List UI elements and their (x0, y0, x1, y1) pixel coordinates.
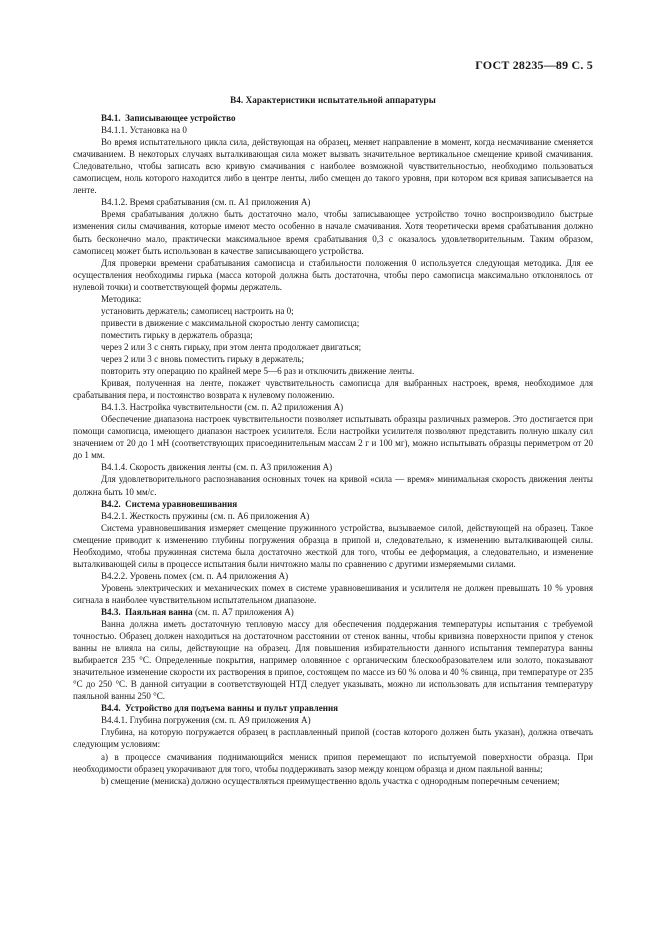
heading-b411: В4.1.1. Установка на 0 (101, 125, 187, 136)
paragraph: Для проверки времени срабатывания самописца и стабильности положения 0 используется следующая методика. Для ее осуществления необходимы гирька (масса которой должна быть достаточна, чтобы перо самописца максимально отклонялось от нулевой точки) и соответствующей формы держатель. (73, 257, 593, 292)
paragraph: Время срабатывания должно быть достаточно мало, чтобы записывающее устройство точно воспроизводило быстрые изменения силы смачивания, которые имеют место особенно в начале смачивания. Хотя теоретически время срабатывания должно быть бесконечно мало, практически максимальное время срабатывания 0,3 с оказалось удовлетворительным. Таким образом, самописец может быть использован в качестве записывающего устройства. (73, 209, 593, 256)
paragraph: Уровень электрических и механических помех в системе уравновешивания и усилителя не должен превышать 10 % уровня сигнала в наиболее чувствительном испытательном диапазоне. (73, 582, 593, 605)
list-item: через 2 или 3 с снять гирьку, при этом лента продолжает двигаться; (101, 341, 362, 352)
paragraph: Для удовлетворительного распознавания основных точек на кривой «сила — время» минимальная скорость движения ленты должна быть 10 мм/с. (73, 474, 593, 497)
list-item: установить держатель; самописец настроить на 0; (101, 305, 294, 316)
heading-b421: В4.2.1. Жесткость пружины (см. п. А6 приложения А) (101, 510, 310, 521)
paragraph: Глубина, на которую погружается образец в расплавленный припой (состав которого должен быть указан), должна отвечать следующим условиям: (73, 727, 593, 750)
paragraph: Ванна должна иметь достаточную тепловую массу для обеспечения поддержания температуры испытания с требуемой точностью. Образец должен находиться на достаточном расстоянии от стенок ванны, чтобы кривизна поверхности припоя у стенок ванны не влияла на силы, действующие на образец. Для повышения избирательности данного испытания температура ванны выбирается 235 °С. Определенные покрытия, например оловянное с органическим блескообразователем или золото, показывают значительное изменение скорости их растворения в припое, состоящем по массе из 60 % олова и 40 % свинца, при температуре от 235 °С до 250 °С. В данной ситуации в соответствующей НТД следует указывать, можно ли использовать для испытания температуру паяльной ванны 250 °С. (73, 619, 593, 702)
heading-b412: В4.1.2. Время срабатывания (см. п. А1 приложения А) (101, 197, 311, 208)
document-body (73, 58, 593, 787)
list-item: через 2 или 3 с вновь поместить гирьку в держатель; (101, 353, 305, 364)
method-label: Методика: (101, 293, 142, 304)
paragraph: Обеспечение диапазона настроек чувствительности позволяет испытывать образцы различных размеров. Это достигается при помощи самописца, имеющего диапазон настроек усилителя. Если настройки усилителя позволяют представить полную шкалу сил значением от 20 до 1 мН (соответствующих присоединительным массам 2 г и 100 мг), можно испытывать образцы периметром от 20 до 1 мм. (73, 414, 593, 461)
heading-b44: В4.4. Устройство для подъема ванны и пульт управления (101, 703, 339, 714)
heading-b42: В4.2. Система уравновешивания (101, 498, 238, 509)
list-item: привести в движение с максимальной скоростью ленту самописца; (101, 317, 360, 328)
list-item-a: а) в процессе смачивания поднимающийся мениск припоя перемещают по испытуемой поверхности образца. При необходимости образец укорачивают для того, чтобы поддерживать зазор между концом образца и дном паяльной ванны; (73, 751, 593, 774)
list-item-b: b) смещение (мениска) должно осуществляться преимущественно вдоль участка с однородным поперечным сечением; (101, 775, 560, 786)
heading-b43: В4.3. Паяльная ванна (см. п. А7 приложения А) (101, 606, 294, 617)
heading-b422: В4.2.2. Уровень помех (см. п. А4 приложения А) (101, 570, 289, 581)
heading-b413: В4.1.3. Настройка чувствительности (см. п. А2 приложения А) (101, 402, 344, 413)
paragraph: Во время испытательного цикла сила, действующая на образец, меняет направление в момент, когда несмачивание сменяется смачиванием. В некоторых случаях выталкивающая сила может вызвать значительное вертикальное смещение кривой смачивания. Следовательно, чтобы записать всю кривую смачивания с наиболее возможной чувствительностью, необходимо пользоваться самописцем, ноль которого находится либо в центре ленты, либо смещен до такого уровня, при котором вся кривая записывается на ленте. (73, 137, 593, 196)
list-item: повторить эту операцию по крайней мере 5—6 раз и отключить движение ленты. (101, 366, 415, 377)
page-header: ГОСТ 28235—89 С. 5 (475, 58, 593, 72)
paragraph: Система уравновешивания измеряет смещение пружинного устройства, вызываемое силой, действующей на образец. Такое смещение приводит к изменению глубины погружения образца в припой и, следовательно, к изменению выталкивающей силы. Необходимо, чтобы пружинная система была достаточно жесткой для того, чтобы ее деформация, а следовательно, и изменение выталкивающей силы в процессе испытания были ничтожно малы по сравнению с другими измеряемыми силами. (73, 522, 593, 569)
paragraph: Кривая, полученная на ленте, покажет чувствительность самописца для выбранных настроек, время, необходимое для срабатывания пера, и постоянство возврата к нулевому положению. (73, 378, 593, 401)
section-title: В4. Характеристики испытательной аппаратуры (230, 95, 436, 105)
heading-b414: В4.1.4. Скорость движения ленты (см. п. А3 приложения А) (101, 462, 333, 473)
heading-b441: В4.4.1. Глубина погружения (см. п. А9 приложения А) (101, 715, 311, 726)
list-item: поместить гирьку в держатель образца; (101, 329, 253, 340)
heading-b41: В4.1. Записывающее устройство (101, 113, 236, 124)
